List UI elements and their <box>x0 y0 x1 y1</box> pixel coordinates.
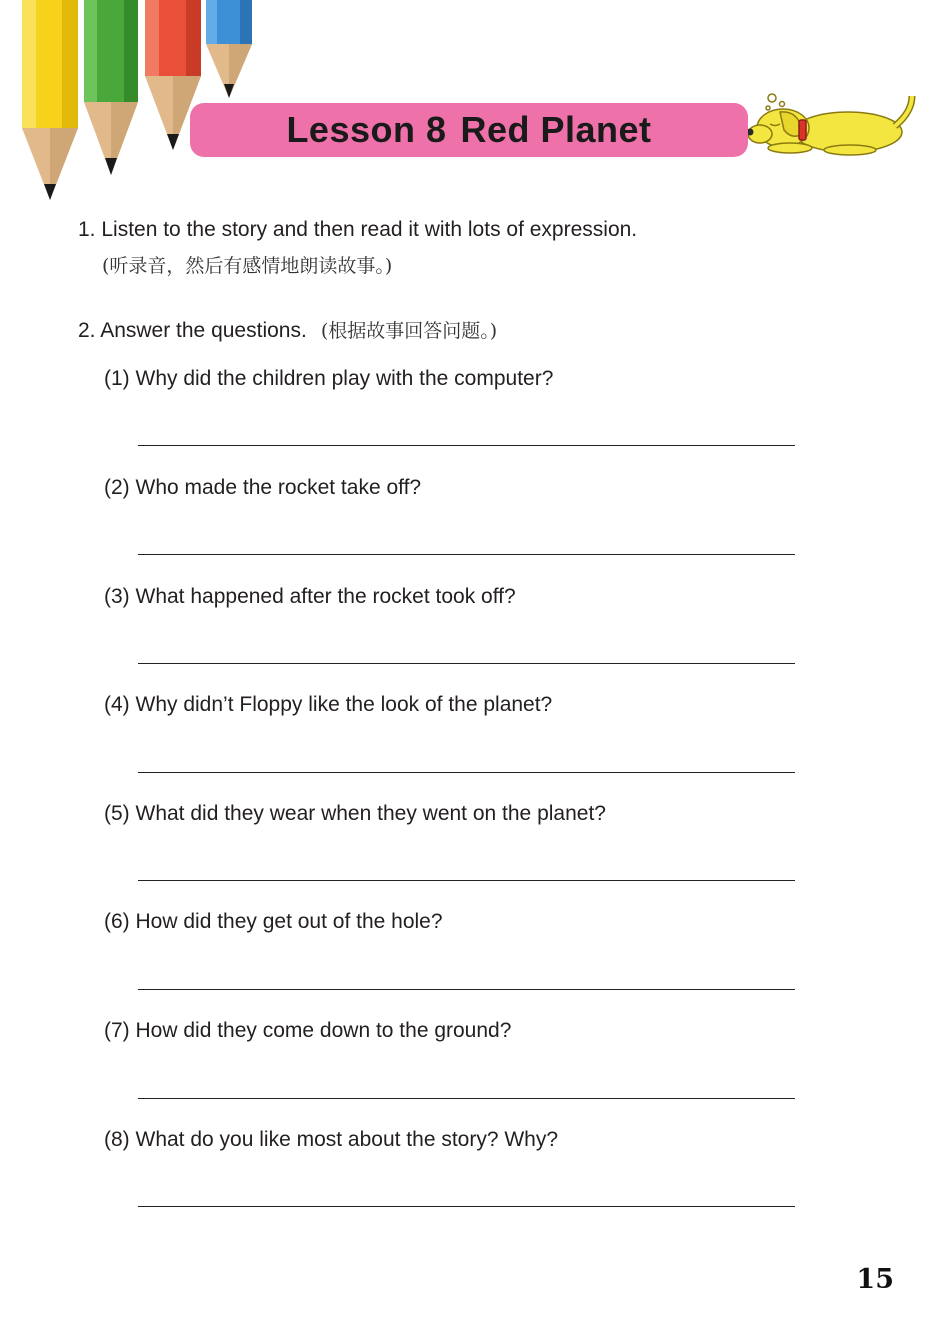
pencil-green-icon <box>84 0 138 175</box>
answer-line-3[interactable] <box>138 663 795 664</box>
instruction-2 <box>78 316 497 343</box>
instruction-2-cn: (根据故事回答问题。) <box>320 320 498 342</box>
pencil-yellow-icon <box>22 0 78 200</box>
answer-line-1[interactable] <box>138 445 795 446</box>
instruction-1-cn: (听录音，然后有感情地朗读故事。) <box>102 255 393 277</box>
instruction-2-text: 2. Answer the questions. <box>78 319 307 342</box>
answer-line-5[interactable] <box>138 880 795 881</box>
page-title <box>190 105 748 155</box>
instruction-1: 1. Listen to the story and then read it with lots of expression. <box>78 218 638 241</box>
question-5: (5) What did they wear when they went on the planet? <box>104 802 606 825</box>
answer-line-4[interactable] <box>138 772 795 773</box>
lesson-title: Red Planet <box>460 109 652 150</box>
question-7: (7) How did they come down to the ground? <box>104 1019 512 1042</box>
lesson-label: Lesson 8 <box>286 109 447 150</box>
answer-line-6[interactable] <box>138 989 795 990</box>
question-2: (2) Who made the rocket take off? <box>104 476 422 499</box>
answer-line-8[interactable] <box>138 1206 795 1207</box>
question-8: (8) What do you like most about the story? Why? <box>104 1128 559 1151</box>
question-3: (3) What happened after the rocket took off? <box>104 585 516 608</box>
answer-line-7[interactable] <box>138 1098 795 1099</box>
sleeping-dog-icon <box>747 94 913 155</box>
answer-line-2[interactable] <box>138 554 795 555</box>
pencil-blue-icon <box>206 0 252 98</box>
question-4: (4) Why didn’t Floppy like the look of the planet? <box>104 693 553 716</box>
question-6: (6) How did they get out of the hole? <box>104 910 443 933</box>
question-1: (1) Why did the children play with the computer? <box>104 367 554 390</box>
page-number: 15 <box>856 1264 894 1295</box>
